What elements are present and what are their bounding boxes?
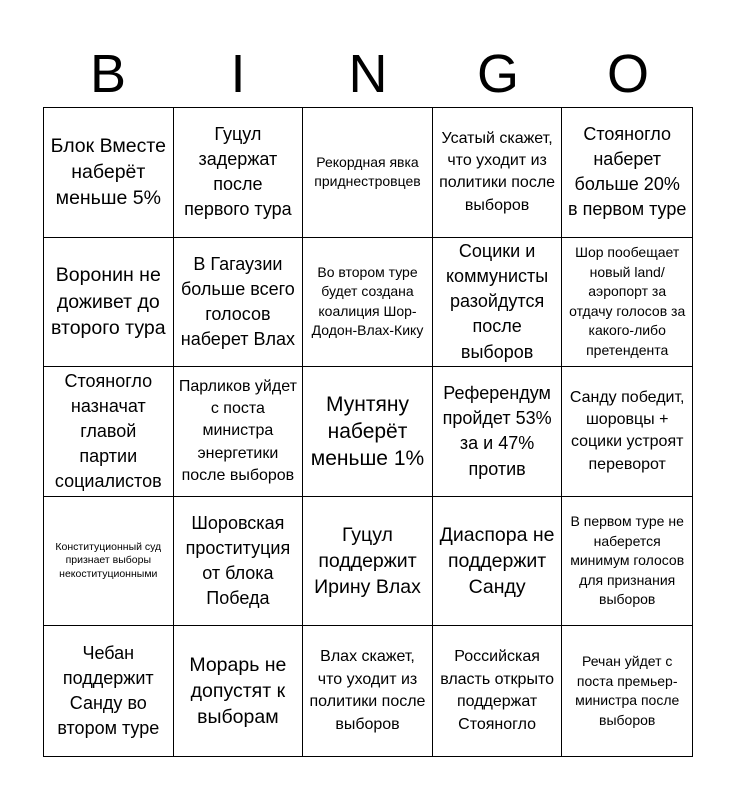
cell-text: Мунтяну наберёт меньше 1% xyxy=(310,392,425,471)
bingo-cell[interactable] xyxy=(562,626,692,756)
cell-text: Гуцул поддержит Ирину Влах xyxy=(314,523,421,599)
bingo-cell[interactable] xyxy=(562,497,692,627)
header-letter-i: I xyxy=(230,44,246,104)
cell-text: Блок Вместе наберёт меньше 5% xyxy=(50,134,166,210)
bingo-cell[interactable] xyxy=(562,108,692,238)
cell-text: Речан уйдет с поста премьер-министра после выборов xyxy=(575,653,680,728)
bingo-cell[interactable] xyxy=(433,626,563,756)
bingo-cell[interactable] xyxy=(44,497,174,627)
bingo-cell[interactable] xyxy=(44,626,174,756)
bingo-cell[interactable] xyxy=(433,108,563,238)
bingo-cell[interactable] xyxy=(303,108,433,238)
bingo-cell[interactable] xyxy=(44,108,174,238)
bingo-cell[interactable] xyxy=(174,238,304,368)
bingo-cell[interactable] xyxy=(303,238,433,368)
bingo-cell[interactable] xyxy=(44,238,174,368)
cell-text: В Гагаузии больше всего голосов наберет Влах xyxy=(180,253,296,350)
bingo-cell[interactable] xyxy=(562,238,692,368)
cell-text: Влах скажет, что уходит из политики после выборов xyxy=(309,648,426,733)
cell-text: Российская власть открыто поддержат Стояногло xyxy=(440,648,554,733)
bingo-cell[interactable] xyxy=(433,367,563,497)
cell-text: Диаспора не поддержит Санду xyxy=(439,523,555,599)
header-letter-g: G xyxy=(476,44,519,104)
cell-text: Во втором туре будет создана коалиция Шор-Додон-Влах-Кику xyxy=(311,263,424,339)
bingo-cell[interactable] xyxy=(433,497,563,627)
bingo-cell[interactable] xyxy=(174,626,304,756)
cell-text: Морарь не допустят к выборам xyxy=(189,653,287,729)
cell-text: Чебан поддержит Санду во втором туре xyxy=(57,642,160,739)
cell-text: Рекордная явка приднестровцев xyxy=(314,153,421,190)
cell-text: Воронин не доживет до второго тура xyxy=(51,264,166,340)
cell-text: Санду победит, шоровцы + социки устроят переворот xyxy=(569,388,685,473)
cell-text: Шор пообещает новый land/аэропорт за отдачу голосов за какого-либо претендента xyxy=(569,244,686,359)
bingo-header xyxy=(43,40,693,108)
bingo-cell[interactable] xyxy=(44,367,174,497)
cell-text: Усатый скажет, что уходит из политики после выборов xyxy=(439,129,556,214)
bingo-cell[interactable] xyxy=(562,367,692,497)
cell-text: Конституционный суд признает выборы некоституционными xyxy=(55,540,162,580)
bingo-cell[interactable] xyxy=(174,108,304,238)
cell-text: Гуцул задержат после первого тура xyxy=(184,123,292,220)
cell-text: Парликов уйдет с поста министра энергетики после выборов xyxy=(178,377,297,485)
cell-text: Стояногло наберет больше 20% в первом туре xyxy=(568,123,687,220)
header-letter-b: B xyxy=(89,44,127,104)
bingo-board xyxy=(43,107,693,757)
bingo-cell[interactable] xyxy=(303,626,433,756)
bingo-cell[interactable] xyxy=(174,497,304,627)
bingo-cell[interactable] xyxy=(303,497,433,627)
header-letter-o: O xyxy=(606,44,649,104)
cell-text: Социки и коммунисты разойдутся после выборов xyxy=(445,240,549,362)
header-letter-n: N xyxy=(348,44,388,104)
cell-text: Шоровская проституция от блока Победа xyxy=(185,512,291,609)
cell-text: В первом туре не наберется минимум голосов для признания выборов xyxy=(570,513,685,608)
cell-text: Стояногло назначат главой партии социалистов xyxy=(54,370,162,492)
cell-text: Референдум пройдет 53% за и 47% против xyxy=(442,383,552,479)
bingo-cell[interactable] xyxy=(303,367,433,497)
bingo-cell[interactable] xyxy=(433,238,563,368)
bingo-cell[interactable] xyxy=(174,367,304,497)
